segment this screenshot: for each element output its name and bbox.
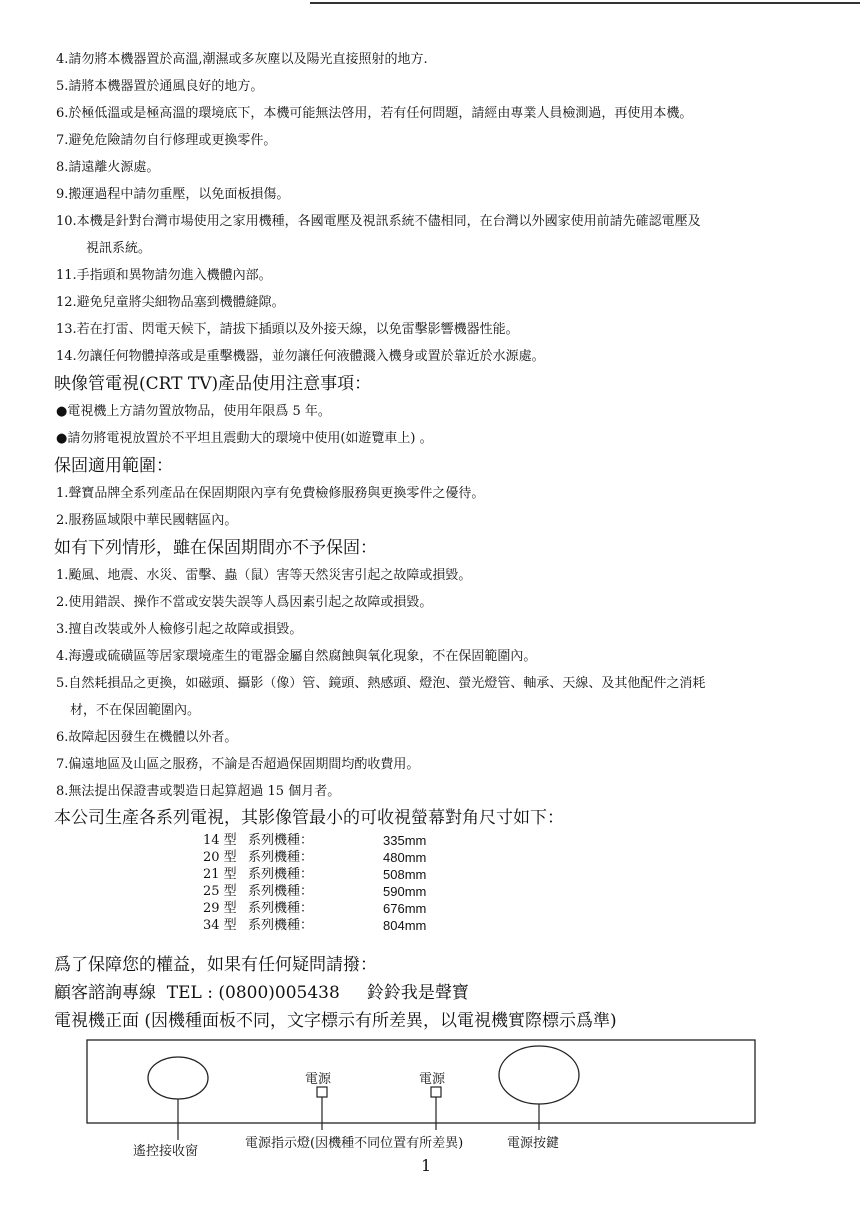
diagonal-size: 590mm xyxy=(383,884,427,899)
contact-intro: 爲了保障您的權益，如果有任何疑問請撥： xyxy=(54,955,377,975)
note-5: 5.請將本機器置於通風良好的地方。 xyxy=(56,79,264,94)
exclusion-item: 1.颱風、地震、水災、雷擊、蟲（鼠）害等天然災害引起之故障或損毀。 xyxy=(56,568,472,583)
series-label: 系列機種： xyxy=(248,850,314,865)
model: 25 型 xyxy=(203,884,237,899)
panel-caption: 電視機正面 (因機種面板不同，文字標示有所差異，以電視機實際標示爲準) xyxy=(54,1011,617,1031)
note-10-cont: 視訊系統。 xyxy=(86,241,152,256)
model: 14 型 xyxy=(203,833,237,848)
exclusion-item: 5.自然耗損品之更換，如磁頭、攝影（像）管、鏡頭、熱感頭、燈泡、螢光燈管、軸承、天線、及其他配件之消耗 xyxy=(56,676,706,691)
crt-heading: 映像管電視(CRT TV)產品使用注意事項： xyxy=(54,374,372,394)
note-10: 10.本機是針對台灣市場使用之家用機種，各國電壓及視訊系統不儘相同，在台灣以外國家使用前請先確認電壓及 xyxy=(56,214,701,229)
crt-item: ●電視機上方請勿置放物品，使用年限爲 5 年。 xyxy=(56,404,331,419)
power-label-1: 電源 xyxy=(305,1072,332,1087)
model: 34 型 xyxy=(203,918,237,933)
note-11: 11.手指頭和異物請勿進入機體內部。 xyxy=(56,268,272,283)
note-8: 8.請遠離火源處。 xyxy=(56,160,160,175)
note-12: 12.避免兒童將尖細物品塞到機體縫隙。 xyxy=(56,295,285,310)
series-label: 系列機種： xyxy=(248,833,314,848)
series-label: 系列機種： xyxy=(248,901,314,916)
series-label: 系列機種： xyxy=(248,918,314,933)
remote-receiver-label: 遙控接收窗 xyxy=(133,1144,199,1159)
note-9: 9.搬運過程中請勿重壓，以免面板損傷。 xyxy=(56,187,290,202)
hotline: 顧客諮詢專線 TEL : (0800)005438 鈴鈴我是聲寶 xyxy=(54,983,469,1003)
warranty-heading: 保固適用範圍： xyxy=(54,456,173,476)
size-row xyxy=(203,849,463,866)
exclusion-item: 8.無法提出保證書或製造日起算超過 15 個月者。 xyxy=(56,784,341,799)
exclusion-item-cont: 材，不在保固範圍內。 xyxy=(70,703,201,718)
size-row xyxy=(203,917,463,934)
diagonal-size: 335mm xyxy=(383,833,427,848)
series-label: 系列機種： xyxy=(248,867,314,882)
exclusion-item: 3.擅自改裝或外人檢修引起之故障或損毀。 xyxy=(56,622,303,637)
note-7: 7.避免危險請勿自行修理或更換零件。 xyxy=(56,133,277,148)
power-indicator-box xyxy=(317,1087,327,1097)
top-border-line xyxy=(310,2,860,4)
model: 21 型 xyxy=(203,867,237,882)
size-row xyxy=(203,866,463,883)
exclusion-item: 6.故障起因發生在機體以外者。 xyxy=(56,730,238,745)
size-row xyxy=(203,883,463,900)
size-row xyxy=(203,900,463,917)
diagonal-size: 508mm xyxy=(383,867,427,882)
exclusion-item: 4.海邊或硫磺區等居家環境產生的電器金屬自然腐蝕與氧化現象，不在保固範圍內。 xyxy=(56,649,537,664)
note-13: 13.若在打雷、閃電天候下，請拔下插頭以及外接天線，以免雷擊影響機器性能。 xyxy=(56,322,519,337)
size-row xyxy=(203,832,463,849)
page-number: 1 xyxy=(421,1156,432,1175)
exclusion-item: 2.使用錯誤、操作不當或安裝失誤等人爲因素引起之故障或損毀。 xyxy=(56,595,433,610)
series-label: 系列機種： xyxy=(248,884,314,899)
model: 29 型 xyxy=(203,901,237,916)
model: 20 型 xyxy=(203,850,237,865)
note-14: 14.勿讓任何物體掉落或是重擊機器，並勿讓任何液體濺入機身或置於靠近於水源處。 xyxy=(56,349,545,364)
screen-size-table xyxy=(203,832,463,934)
power-label-2: 電源 xyxy=(419,1072,446,1087)
crt-item: ●請勿將電視放置於不平坦且震動大的環境中使用(如遊覽車上) 。 xyxy=(56,431,433,446)
indicator-label: 電源指示燈(因機種不同位置有所差異) xyxy=(245,1136,464,1151)
diagonal-size: 804mm xyxy=(383,918,427,933)
power-key-label: 電源按鍵 xyxy=(507,1136,560,1151)
exclusions-heading: 如有下列情形，雖在保固期間亦不予保固： xyxy=(54,538,377,558)
warranty-item: 2.服務區域限中華民國轄區內。 xyxy=(56,513,238,528)
power-key xyxy=(499,1046,579,1104)
exclusion-item: 7.偏遠地區及山區之服務，不論是否超過保固期間均酌收費用。 xyxy=(56,757,420,772)
note-6: 6.於極低溫或是極高溫的環境底下，本機可能無法啓用，若有任何問題，請經由專業人員檢測過，再使用本機。 xyxy=(56,106,693,121)
power-button-box xyxy=(431,1087,441,1097)
screen-heading: 本公司生產各系列電視，其影像管最小的可收視螢幕對角尺寸如下： xyxy=(54,808,564,828)
warranty-item: 1.聲寶品牌全系列產品在保固期限內享有免費檢修服務與更換零件之優待。 xyxy=(56,486,485,501)
diagonal-size: 480mm xyxy=(383,850,427,865)
diagonal-size: 676mm xyxy=(383,901,427,916)
remote-receiver-window xyxy=(148,1057,208,1099)
note-4: 4.請勿將本機器置於高溫,潮濕或多灰塵以及陽光直接照射的地方. xyxy=(56,52,428,67)
